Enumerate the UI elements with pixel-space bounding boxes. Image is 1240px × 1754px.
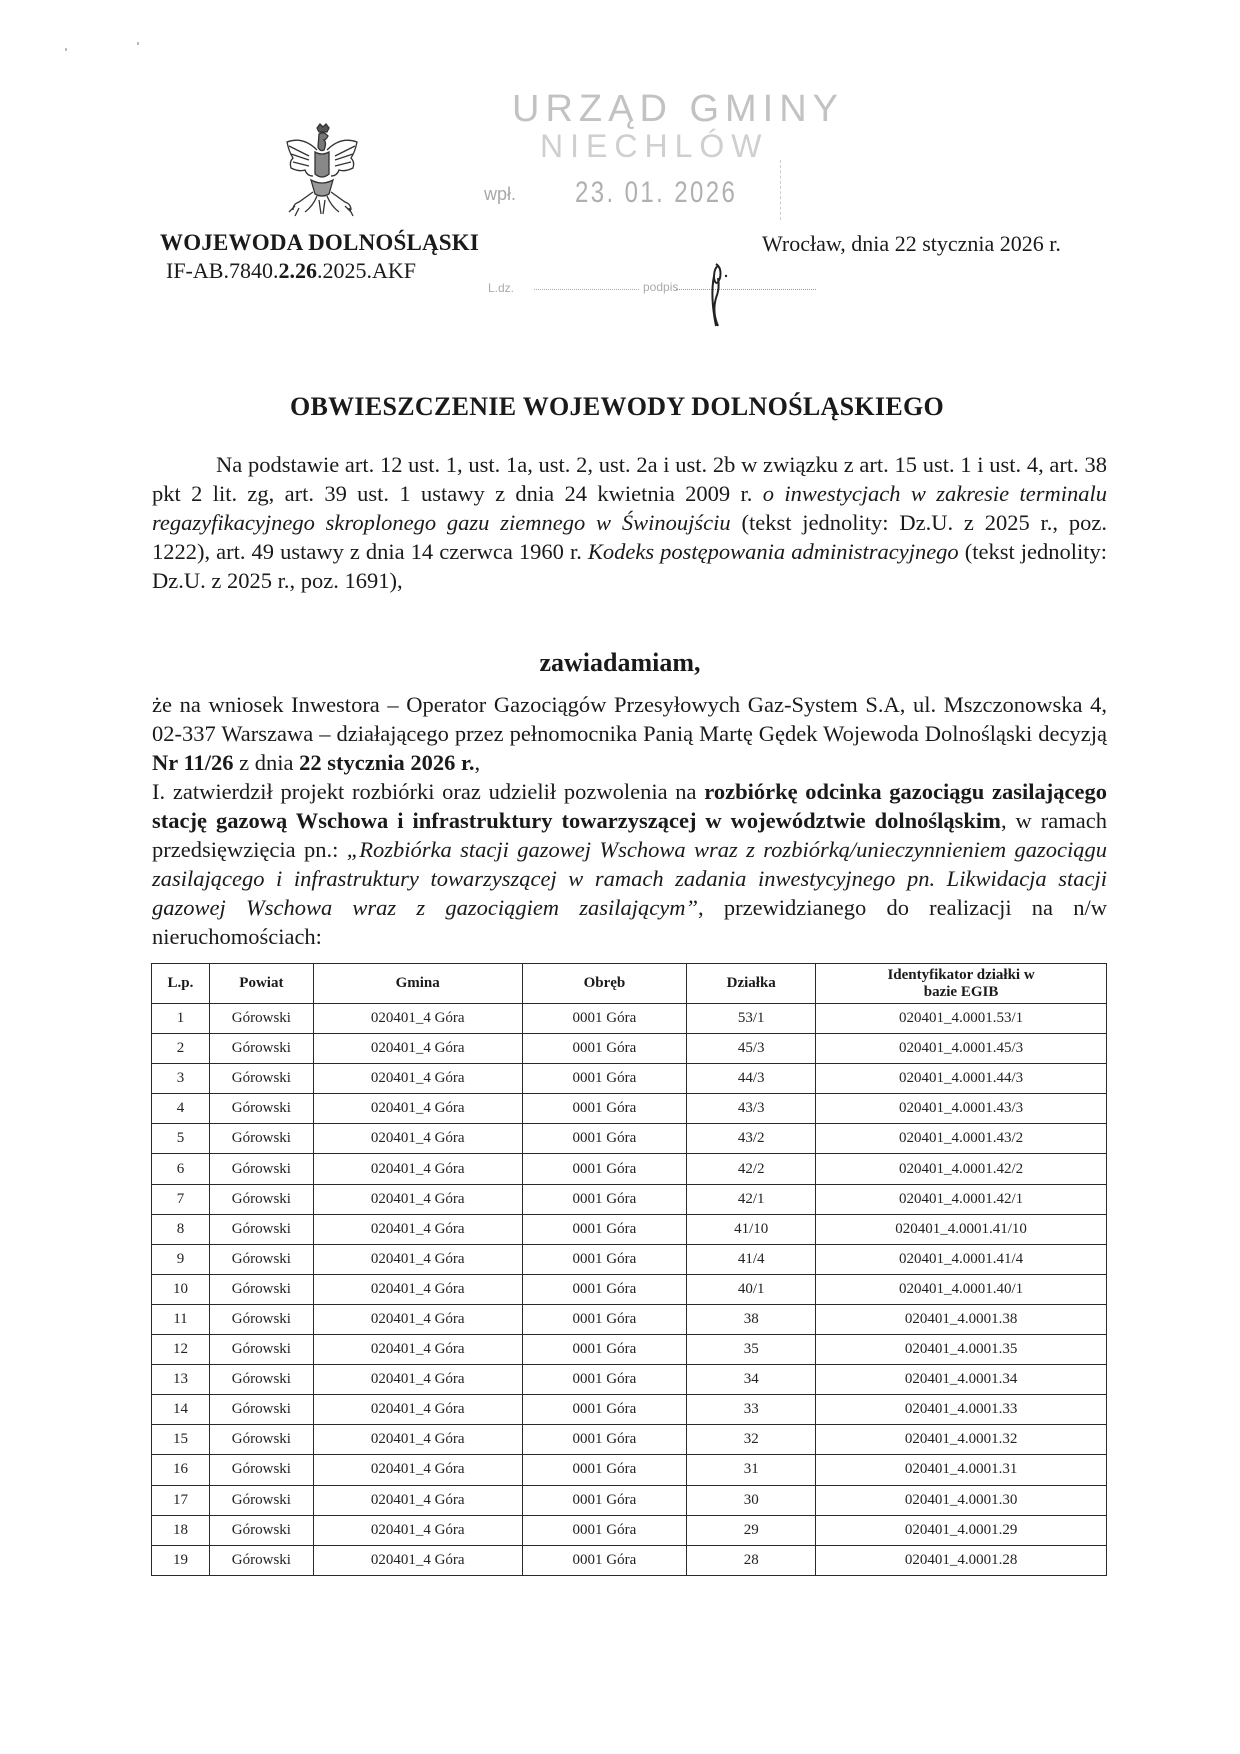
cell-obreb: 0001 Góra xyxy=(522,1124,687,1154)
cell-gmina: 020401_4 Góra xyxy=(313,1425,522,1455)
cell-obreb: 0001 Góra xyxy=(522,1034,687,1064)
decision-number: Nr 11/26 xyxy=(152,750,234,775)
cell-egib-id: 020401_4.0001.40/1 xyxy=(816,1274,1107,1304)
decision-text: , przewidzianego do realizacji na n/w nieruchomościach: xyxy=(152,895,1107,949)
cell-gmina: 020401_4 Góra xyxy=(313,1365,522,1395)
cell-powiat: Górowski xyxy=(209,1064,313,1094)
cell-gmina: 020401_4 Góra xyxy=(313,1304,522,1334)
decision-text: , xyxy=(474,750,481,775)
cell-obreb: 0001 Góra xyxy=(522,1184,687,1214)
cell-gmina: 020401_4 Góra xyxy=(313,1124,522,1154)
table-row xyxy=(152,1545,1107,1575)
decision-text: , w ramach przedsięwzięcia pn.: xyxy=(152,808,1108,862)
cell-powiat: Górowski xyxy=(209,1184,313,1214)
column-header-egib-id: Identyfikator działki w bazie EGIB xyxy=(816,964,1107,1004)
cell-egib-id: 020401_4.0001.32 xyxy=(816,1425,1107,1455)
cell-egib-id: 020401_4.0001.33 xyxy=(816,1395,1107,1425)
stamp-signature-field xyxy=(676,283,816,290)
cell-powiat: Górowski xyxy=(209,1485,313,1515)
cell-dzialka: 44/3 xyxy=(687,1064,816,1094)
stamp-ldz-field xyxy=(534,283,639,290)
parcels-table xyxy=(151,963,1107,1576)
cell-powiat: Górowski xyxy=(209,1244,313,1274)
cell-dzialka: 43/2 xyxy=(687,1124,816,1154)
cell-egib-id: 020401_4.0001.29 xyxy=(816,1515,1107,1545)
cell-lp: 17 xyxy=(152,1485,210,1515)
cell-egib-id: 020401_4.0001.42/2 xyxy=(816,1154,1107,1184)
cell-lp: 18 xyxy=(152,1515,210,1545)
cell-dzialka: 32 xyxy=(687,1425,816,1455)
handwritten-signature-icon xyxy=(702,262,732,328)
cell-lp: 13 xyxy=(152,1365,210,1395)
cell-gmina: 020401_4 Góra xyxy=(313,1004,522,1034)
cell-gmina: 020401_4 Góra xyxy=(313,1034,522,1064)
cell-egib-id: 020401_4.0001.43/2 xyxy=(816,1124,1107,1154)
cell-dzialka: 42/1 xyxy=(687,1184,816,1214)
table-row xyxy=(152,1094,1107,1124)
cell-obreb: 0001 Góra xyxy=(522,1425,687,1455)
act-title-lng: o inwestycjach w zakresie terminalu regazyfikacyjnego skroplonego gazu ziemnego w Świnoujściu xyxy=(152,481,1107,535)
cell-dzialka: 35 xyxy=(687,1335,816,1365)
cell-gmina: 020401_4 Góra xyxy=(313,1395,522,1425)
column-header-gmina: Gmina xyxy=(313,964,522,1004)
table-row xyxy=(152,1395,1107,1425)
stamp-office-location: NIECHLÓW xyxy=(540,128,769,164)
cell-lp: 4 xyxy=(152,1094,210,1124)
cell-lp: 3 xyxy=(152,1064,210,1094)
table-row xyxy=(152,1455,1107,1485)
cell-egib-id: 020401_4.0001.34 xyxy=(816,1365,1107,1395)
table-row xyxy=(152,1425,1107,1455)
cell-dzialka: 34 xyxy=(687,1365,816,1395)
cell-dzialka: 40/1 xyxy=(687,1274,816,1304)
cell-dzialka: 42/2 xyxy=(687,1154,816,1184)
document-title-text: OBWIESZCZENIE WOJEWODY DOLNOŚLĄSKIEGO xyxy=(289,392,945,421)
table-row xyxy=(152,1034,1107,1064)
cell-lp: 11 xyxy=(152,1304,210,1334)
column-header-obreb: Obręb xyxy=(522,964,687,1004)
decision-text: z dnia xyxy=(233,750,300,775)
table-row xyxy=(152,1214,1107,1244)
column-header-dzialka: Działka xyxy=(687,964,816,1004)
cell-powiat: Górowski xyxy=(209,1425,313,1455)
cell-obreb: 0001 Góra xyxy=(522,1304,687,1334)
table-row xyxy=(152,1184,1107,1214)
cell-lp: 5 xyxy=(152,1124,210,1154)
reference-bold: 2.26 xyxy=(278,258,317,283)
cell-obreb: 0001 Góra xyxy=(522,1004,687,1034)
cell-dzialka: 31 xyxy=(687,1455,816,1485)
cell-egib-id: 020401_4.0001.53/1 xyxy=(816,1004,1107,1034)
cell-lp: 6 xyxy=(152,1154,210,1184)
cell-dzialka: 29 xyxy=(687,1515,816,1545)
cell-lp: 19 xyxy=(152,1545,210,1575)
cell-obreb: 0001 Góra xyxy=(522,1485,687,1515)
cell-gmina: 020401_4 Góra xyxy=(313,1214,522,1244)
legal-basis-text: (tekst jednolity: Dz.U. z 2025 r., poz. 1222), art. 49 ustawy z dnia 14 czerwca 1960 r. xyxy=(152,510,1107,564)
table-row xyxy=(152,1304,1107,1334)
cell-powiat: Górowski xyxy=(209,1545,313,1575)
document-title xyxy=(0,392,1240,422)
cell-lp: 16 xyxy=(152,1455,210,1485)
table-row xyxy=(152,1244,1107,1274)
cell-gmina: 020401_4 Góra xyxy=(313,1154,522,1184)
cell-gmina: 020401_4 Góra xyxy=(313,1335,522,1365)
decision-text: że na wniosek Inwestora – Operator Gazociągów Przesyłowych Gaz-System S.A, ul. Mszczonowska 4, 02-337 Warszawa – działającego przez pełnomocnika Panią Martę Gędek Wojewoda Dolnośląski decyzją xyxy=(152,692,1107,746)
cell-powiat: Górowski xyxy=(209,1365,313,1395)
cell-egib-id: 020401_4.0001.38 xyxy=(816,1304,1107,1334)
cell-dzialka: 43/3 xyxy=(687,1094,816,1124)
cell-lp: 7 xyxy=(152,1184,210,1214)
reference-suffix: .2025.AKF xyxy=(316,258,416,283)
cell-dzialka: 41/10 xyxy=(687,1214,816,1244)
cell-egib-id: 020401_4.0001.42/1 xyxy=(816,1184,1107,1214)
demolition-scope: rozbiórkę odcinka gazociągu zasilającego stację gazową Wschowa i infrastruktury towarzyszącej w województwie dolnośląskim xyxy=(152,779,1107,833)
cell-obreb: 0001 Góra xyxy=(522,1335,687,1365)
cell-gmina: 020401_4 Góra xyxy=(313,1545,522,1575)
cell-egib-id: 020401_4.0001.44/3 xyxy=(816,1064,1107,1094)
stamp-received-label: wpł. xyxy=(484,184,517,204)
reference-number xyxy=(166,258,416,284)
cell-powiat: Górowski xyxy=(209,1515,313,1545)
cell-dzialka: 30 xyxy=(687,1485,816,1515)
table-row xyxy=(152,1064,1107,1094)
cell-obreb: 0001 Góra xyxy=(522,1154,687,1184)
cell-lp: 10 xyxy=(152,1274,210,1304)
act-title-kpa: Kodeks postępowania administracyjnego xyxy=(587,539,959,564)
table-row xyxy=(152,1515,1107,1545)
cell-dzialka: 38 xyxy=(687,1304,816,1334)
cell-powiat: Górowski xyxy=(209,1304,313,1334)
decision-date: 22 stycznia 2026 r. xyxy=(299,750,475,775)
legal-basis-paragraph xyxy=(152,450,1107,595)
issuer-organization: WOJEWODA DOLNOŚLĄSKI xyxy=(160,230,480,255)
table-row xyxy=(152,1154,1107,1184)
cell-egib-id: 020401_4.0001.43/3 xyxy=(816,1094,1107,1124)
table-row xyxy=(152,1274,1107,1304)
table-row xyxy=(152,1124,1107,1154)
cell-gmina: 020401_4 Góra xyxy=(313,1485,522,1515)
cell-egib-id: 020401_4.0001.28 xyxy=(816,1545,1107,1575)
cell-obreb: 0001 Góra xyxy=(522,1455,687,1485)
cell-gmina: 020401_4 Góra xyxy=(313,1455,522,1485)
reference-prefix: IF-AB.7840. xyxy=(166,258,279,283)
decision-paragraph xyxy=(152,690,1107,951)
cell-egib-id: 020401_4.0001.41/4 xyxy=(816,1244,1107,1274)
polish-eagle-emblem-icon xyxy=(281,122,363,222)
cell-lp: 2 xyxy=(152,1034,210,1064)
project-name: „Rozbiórka stacji gazowej Wschowa wraz z rozbiórką/unieczynnieniem gazociągu zasilającego i infrastruktury towarzyszącej w ramach zadania inwestycyjnego pn. Likwidacja stacji gazowej Wschowa wraz z gazociągiem zasilającym” xyxy=(152,837,1107,920)
cell-gmina: 020401_4 Góra xyxy=(313,1094,522,1124)
decision-text: I. zatwierdził projekt rozbiórki oraz udzielił pozwolenia na xyxy=(152,779,705,804)
cell-lp: 12 xyxy=(152,1335,210,1365)
cell-dzialka: 41/4 xyxy=(687,1244,816,1274)
stamp-border xyxy=(780,160,781,220)
cell-gmina: 020401_4 Góra xyxy=(313,1064,522,1094)
cell-powiat: Górowski xyxy=(209,1274,313,1304)
cell-lp: 1 xyxy=(152,1004,210,1034)
stamp-received-date: 23. 01. 2026 xyxy=(575,176,738,209)
cell-gmina: 020401_4 Góra xyxy=(313,1184,522,1214)
scan-speck xyxy=(137,42,139,45)
cell-obreb: 0001 Góra xyxy=(522,1214,687,1244)
stamp-ldz-label: L.dz. xyxy=(488,281,515,295)
cell-obreb: 0001 Góra xyxy=(522,1365,687,1395)
legal-basis-text: Na podstawie art. 12 ust. 1, ust. 1a, ust. 2, ust. 2a i ust. 2b w związku z art. 15 ust. 1 i ust. 4, art. 38 pkt 2 lit. zg, art. 39 ust. 1 ustawy z dnia 24 kwietnia 2009 r. xyxy=(152,452,1107,506)
cell-gmina: 020401_4 Góra xyxy=(313,1515,522,1545)
legal-basis-text: (tekst jednolity: Dz.U. z 2025 r., poz. 1691), xyxy=(152,539,1107,593)
cell-lp: 8 xyxy=(152,1214,210,1244)
cell-powiat: Górowski xyxy=(209,1154,313,1184)
cell-powiat: Górowski xyxy=(209,1004,313,1034)
cell-powiat: Górowski xyxy=(209,1034,313,1064)
cell-lp: 15 xyxy=(152,1425,210,1455)
column-header-lp: L.p. xyxy=(152,964,210,1004)
cell-egib-id: 020401_4.0001.41/10 xyxy=(816,1214,1107,1244)
table-row xyxy=(152,1365,1107,1395)
cell-obreb: 0001 Góra xyxy=(522,1244,687,1274)
notification-heading: zawiadamiam, xyxy=(539,648,701,677)
cell-gmina: 020401_4 Góra xyxy=(313,1244,522,1274)
cell-egib-id: 020401_4.0001.45/3 xyxy=(816,1034,1107,1064)
scan-speck xyxy=(65,48,67,51)
cell-obreb: 0001 Góra xyxy=(522,1395,687,1425)
cell-dzialka: 33 xyxy=(687,1395,816,1425)
table-row xyxy=(152,1004,1107,1034)
cell-egib-id: 020401_4.0001.31 xyxy=(816,1455,1107,1485)
cell-powiat: Górowski xyxy=(209,1094,313,1124)
cell-obreb: 0001 Góra xyxy=(522,1545,687,1575)
cell-powiat: Górowski xyxy=(209,1124,313,1154)
cell-lp: 9 xyxy=(152,1244,210,1274)
cell-powiat: Górowski xyxy=(209,1335,313,1365)
cell-powiat: Górowski xyxy=(209,1214,313,1244)
cell-dzialka: 45/3 xyxy=(687,1034,816,1064)
cell-dzialka: 28 xyxy=(687,1545,816,1575)
cell-egib-id: 020401_4.0001.30 xyxy=(816,1485,1107,1515)
column-header-powiat: Powiat xyxy=(209,964,313,1004)
cell-powiat: Górowski xyxy=(209,1395,313,1425)
stamp-office-name: URZĄD GMINY xyxy=(512,88,844,130)
cell-dzialka: 53/1 xyxy=(687,1004,816,1034)
cell-obreb: 0001 Góra xyxy=(522,1094,687,1124)
stamp-signature-label: podpis xyxy=(643,280,679,294)
table-header-row xyxy=(152,964,1107,1004)
decision-intro xyxy=(152,690,1107,777)
cell-egib-id: 020401_4.0001.35 xyxy=(816,1335,1107,1365)
cell-gmina: 020401_4 Góra xyxy=(313,1274,522,1304)
cell-powiat: Górowski xyxy=(209,1455,313,1485)
cell-obreb: 0001 Góra xyxy=(522,1064,687,1094)
cell-obreb: 0001 Góra xyxy=(522,1515,687,1545)
decision-point-1 xyxy=(152,777,1107,951)
table-row xyxy=(152,1485,1107,1515)
cell-obreb: 0001 Góra xyxy=(522,1274,687,1304)
place-and-date: Wrocław, dnia 22 stycznia 2026 r. xyxy=(762,231,1061,256)
cell-lp: 14 xyxy=(152,1395,210,1425)
table-row xyxy=(152,1335,1107,1365)
